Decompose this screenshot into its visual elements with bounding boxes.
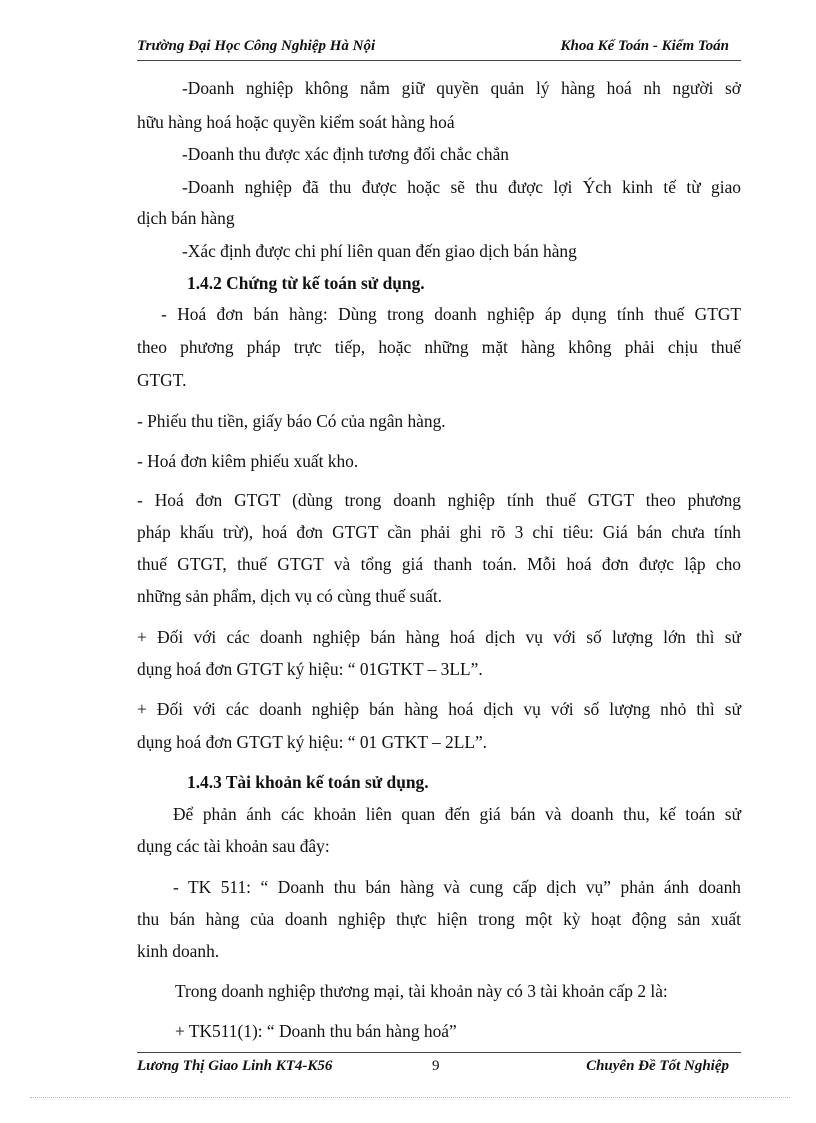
section-heading: 1.4.2 Chứng từ kế toán sử dụng.: [187, 273, 425, 293]
body-line: thu bán hàng của doanh nghiệp thực hiện trong một kỳ hoạt động sản xuất: [137, 909, 741, 929]
body-line: những sản phẩm, dịch vụ có cùng thuế suất.: [137, 586, 443, 606]
body-line: dụng hoá đơn GTGT ký hiệu: “ 01 GTKT – 2LL”.: [137, 732, 488, 752]
body-line: Để phản ánh các khoản liên quan đến giá bán và doanh thu, kế toán sử: [173, 804, 741, 824]
body-line: -Doanh nghiệp không nắm giữ quyền quản lý hàng hoá nh người sở: [182, 78, 741, 98]
header-school: Trường Đại Học Công Nghiệp Hà Nội: [137, 38, 376, 54]
body-line: thuế GTGT, thuế GTGT và tổng giá thanh toán. Mỗi hoá đơn được lập cho: [137, 554, 741, 574]
body-line: kinh doanh.: [137, 941, 220, 961]
body-line: + Đối với các doanh nghiệp bán hàng hoá dịch vụ với số lượng nhỏ thì sử: [137, 699, 741, 719]
page-number: 9: [432, 1058, 440, 1074]
body-line: Trong doanh nghiệp thương mại, tài khoản này có 3 tài khoản cấp 2 là:: [175, 981, 668, 1001]
body-line: pháp khấu trừ), hoá đơn GTGT cần phải ghi rõ 3 chỉ tiêu: Giá bán chưa tính: [137, 522, 741, 542]
footer-author: Lương Thị Giao Linh KT4-K56: [137, 1058, 333, 1074]
page-header: [137, 38, 741, 61]
body-line: - Hoá đơn kiêm phiếu xuất kho.: [137, 451, 359, 471]
body-line: -Doanh nghiệp đã thu được hoặc sẽ thu được lợi Ých kinh tế từ giao: [182, 177, 741, 197]
footer-title: Chuyên Đề Tốt Nghiệp: [586, 1058, 729, 1074]
body-line: dụng các tài khoản sau đây:: [137, 836, 330, 856]
page-bottom-divider: [30, 1097, 790, 1098]
body-line: dụng hoá đơn GTGT ký hiệu: “ 01GTKT – 3LL”.: [137, 659, 483, 679]
body-line: + TK511(1): “ Doanh thu bán hàng hoá”: [175, 1021, 457, 1041]
body-line: - Hoá đơn bán hàng: Dùng trong doanh nghiệp áp dụng tính thuế GTGT: [161, 304, 741, 324]
page-footer: [137, 1052, 741, 1079]
body-line: hữu hàng hoá hoặc quyền kiểm soát hàng hoá: [137, 112, 455, 132]
body-line: -Doanh thu được xác định tương đối chắc chắn: [182, 144, 509, 164]
body-line: GTGT.: [137, 370, 187, 390]
body-line: dịch bán hàng: [137, 208, 235, 228]
body-line: -Xác định được chi phí liên quan đến giao dịch bán hàng: [182, 241, 577, 261]
body-line: - Hoá đơn GTGT (dùng trong doanh nghiệp tính thuế GTGT theo phương: [137, 490, 741, 510]
body-line: + Đối với các doanh nghiệp bán hàng hoá dịch vụ với số lượng lớn thì sử: [137, 627, 741, 647]
body-line: theo phương pháp trực tiếp, hoặc những mặt hàng không phải chịu thuế: [137, 337, 741, 357]
body-line: - TK 511: “ Doanh thu bán hàng và cung cấp dịch vụ” phản ánh doanh: [173, 877, 741, 897]
header-faculty: Khoa Kế Toán - Kiểm Toán: [560, 38, 729, 54]
section-heading: 1.4.3 Tài khoản kế toán sử dụng.: [187, 772, 429, 792]
body-line: - Phiếu thu tiền, giấy báo Có của ngân hàng.: [137, 411, 446, 431]
